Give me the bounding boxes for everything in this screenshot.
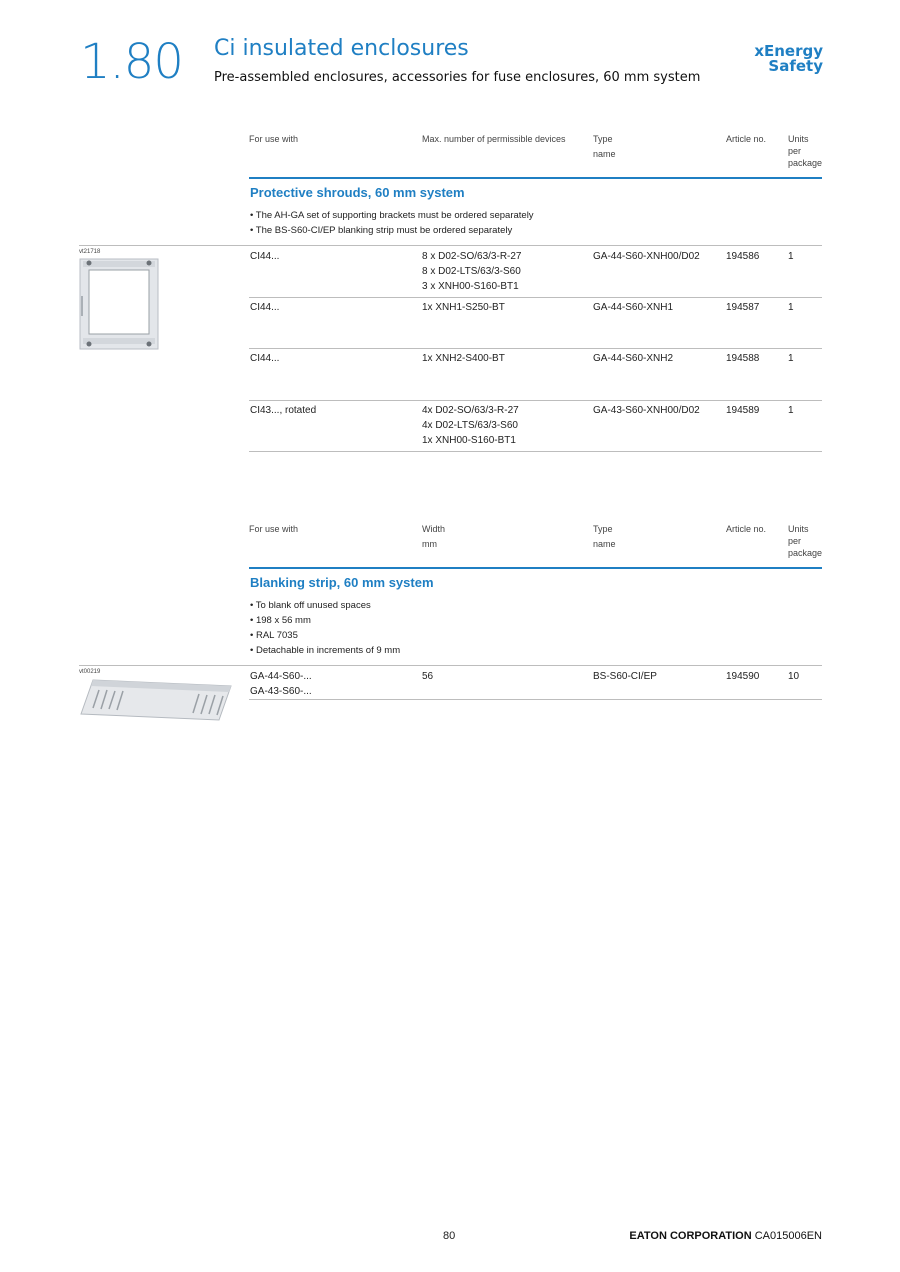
t1-row1-article: 194586 xyxy=(726,251,760,262)
t1-row4-type: GA-43-S60-XNH00/D02 xyxy=(593,405,700,416)
t1-row-rule xyxy=(249,451,822,452)
t1-row4-device: 4x D02-LTS/63/3-S60 xyxy=(422,420,518,431)
t1-row2-type: GA-44-S60-XNH1 xyxy=(593,302,674,313)
t1-row4-article: 194589 xyxy=(726,405,760,416)
t2-col-units-line1: Units xyxy=(788,524,809,534)
footer-doc-code: CA015006EN xyxy=(754,1230,822,1242)
t2-section-title: Blanking strip, 60 mm system xyxy=(250,575,434,590)
t2-bullet: • To blank off unused spaces xyxy=(250,600,371,611)
section-number: 1.80 xyxy=(80,34,183,90)
page-title: Ci insulated enclosures xyxy=(214,36,469,61)
t2-row-rule xyxy=(249,699,822,700)
footer-corp xyxy=(629,1230,822,1242)
t1-row4-device: 4x D02-SO/63/3-R-27 xyxy=(422,405,519,416)
t1-row2-use: CI44... xyxy=(250,302,280,313)
t1-col-for-use: For use with xyxy=(249,134,299,144)
t2-row-rule xyxy=(79,665,822,666)
t2-row-article: 194590 xyxy=(726,671,760,682)
t1-col-units-line1: Units xyxy=(788,134,809,144)
t2-col-type xyxy=(593,523,616,550)
blanking-strip-image xyxy=(79,678,233,722)
t1-bullet: • The AH-GA set of supporting brackets must be ordered separately xyxy=(250,210,534,221)
t1-col-type-line1: Type xyxy=(593,134,613,144)
t1-row2-article: 194587 xyxy=(726,302,760,313)
t2-col-units xyxy=(788,523,822,559)
t2-row-use-line1: GA-44-S60-... xyxy=(250,671,312,682)
t1-header-rule xyxy=(249,177,822,179)
t1-row-rule xyxy=(249,400,822,401)
brand-line-1: xEnergy xyxy=(754,42,823,60)
t1-col-units-line2: per xyxy=(788,146,802,156)
t1-row3-devices: 1x XNH2-S400-BT xyxy=(422,353,505,364)
t2-bullet: • RAL 7035 xyxy=(250,630,298,641)
brand-logo xyxy=(754,44,823,74)
t1-row1-device: 3 x XNH00-S160-BT1 xyxy=(422,281,519,292)
t2-row-width: 56 xyxy=(422,671,434,682)
t1-row4-devices xyxy=(422,403,519,448)
t1-col-max-devices: Max. number of permissible devices xyxy=(422,134,566,144)
footer-corp-name: EATON CORPORATION xyxy=(629,1230,752,1242)
t1-row3-units: 1 xyxy=(788,353,794,364)
t2-bullet: • 198 x 56 mm xyxy=(250,615,311,626)
t1-row1-type: GA-44-S60-XNH00/D02 xyxy=(593,251,700,262)
t1-row3-article: 194588 xyxy=(726,353,760,364)
t1-row-rule xyxy=(249,297,822,298)
t1-col-units-line3: package xyxy=(788,158,823,168)
t1-row-rule xyxy=(79,245,822,246)
t1-row1-use: CI44... xyxy=(250,251,280,262)
page-number: 80 xyxy=(443,1230,456,1242)
t2-col-type-line1: Type xyxy=(593,524,613,534)
t2-col-article: Article no. xyxy=(726,524,767,534)
t2-row-type: BS-S60-CI/EP xyxy=(593,671,657,682)
t1-image-label: vt21718 xyxy=(79,249,101,255)
t1-row1-device: 8 x D02-SO/63/3-R-27 xyxy=(422,251,522,262)
t1-row-rule xyxy=(249,348,822,349)
t2-col-units-line2: per xyxy=(788,536,802,546)
t2-row-units: 10 xyxy=(788,671,800,682)
t2-row-use-line2: GA-43-S60-... xyxy=(250,686,312,697)
t2-bullet: • Detachable in increments of 9 mm xyxy=(250,645,401,656)
t1-row4-device: 1x XNH00-S160-BT1 xyxy=(422,435,516,446)
t2-col-for-use: For use with xyxy=(249,524,299,534)
brand-line-2: Safety xyxy=(768,57,823,75)
t2-row-use xyxy=(250,669,312,699)
t1-col-article: Article no. xyxy=(726,134,767,144)
t2-col-type-line2: name xyxy=(593,539,616,549)
t1-row4-units: 1 xyxy=(788,405,794,416)
t1-row3-type: GA-44-S60-XNH2 xyxy=(593,353,674,364)
page-subtitle: Pre-assembled enclosures, accessories for fuse enclosures, 60 mm system xyxy=(214,70,701,85)
t1-row1-units: 1 xyxy=(788,251,794,262)
t2-col-units-line3: package xyxy=(788,548,823,558)
t2-image-label: vt00219 xyxy=(79,669,101,675)
protective-shroud-image xyxy=(79,256,161,354)
t1-row2-units: 1 xyxy=(788,302,794,313)
t1-section-title: Protective shrouds, 60 mm system xyxy=(250,185,465,200)
t2-col-width xyxy=(422,523,445,550)
t2-col-width-line1: Width xyxy=(422,524,446,534)
t1-row2-devices: 1x XNH1-S250-BT xyxy=(422,302,505,313)
t2-header-rule xyxy=(249,567,822,569)
t1-row1-devices xyxy=(422,249,522,294)
t1-row1-device: 8 x D02-LTS/63/3-S60 xyxy=(422,266,521,277)
t1-row3-use: CI44... xyxy=(250,353,280,364)
t1-row4-use: CI43..., rotated xyxy=(250,405,317,416)
t1-bullet: • The BS-S60-CI/EP blanking strip must be ordered separately xyxy=(250,225,513,236)
t2-col-width-line2: mm xyxy=(422,539,437,549)
t1-col-units xyxy=(788,133,822,169)
t1-col-type xyxy=(593,133,616,160)
t1-col-type-line2: name xyxy=(593,149,616,159)
